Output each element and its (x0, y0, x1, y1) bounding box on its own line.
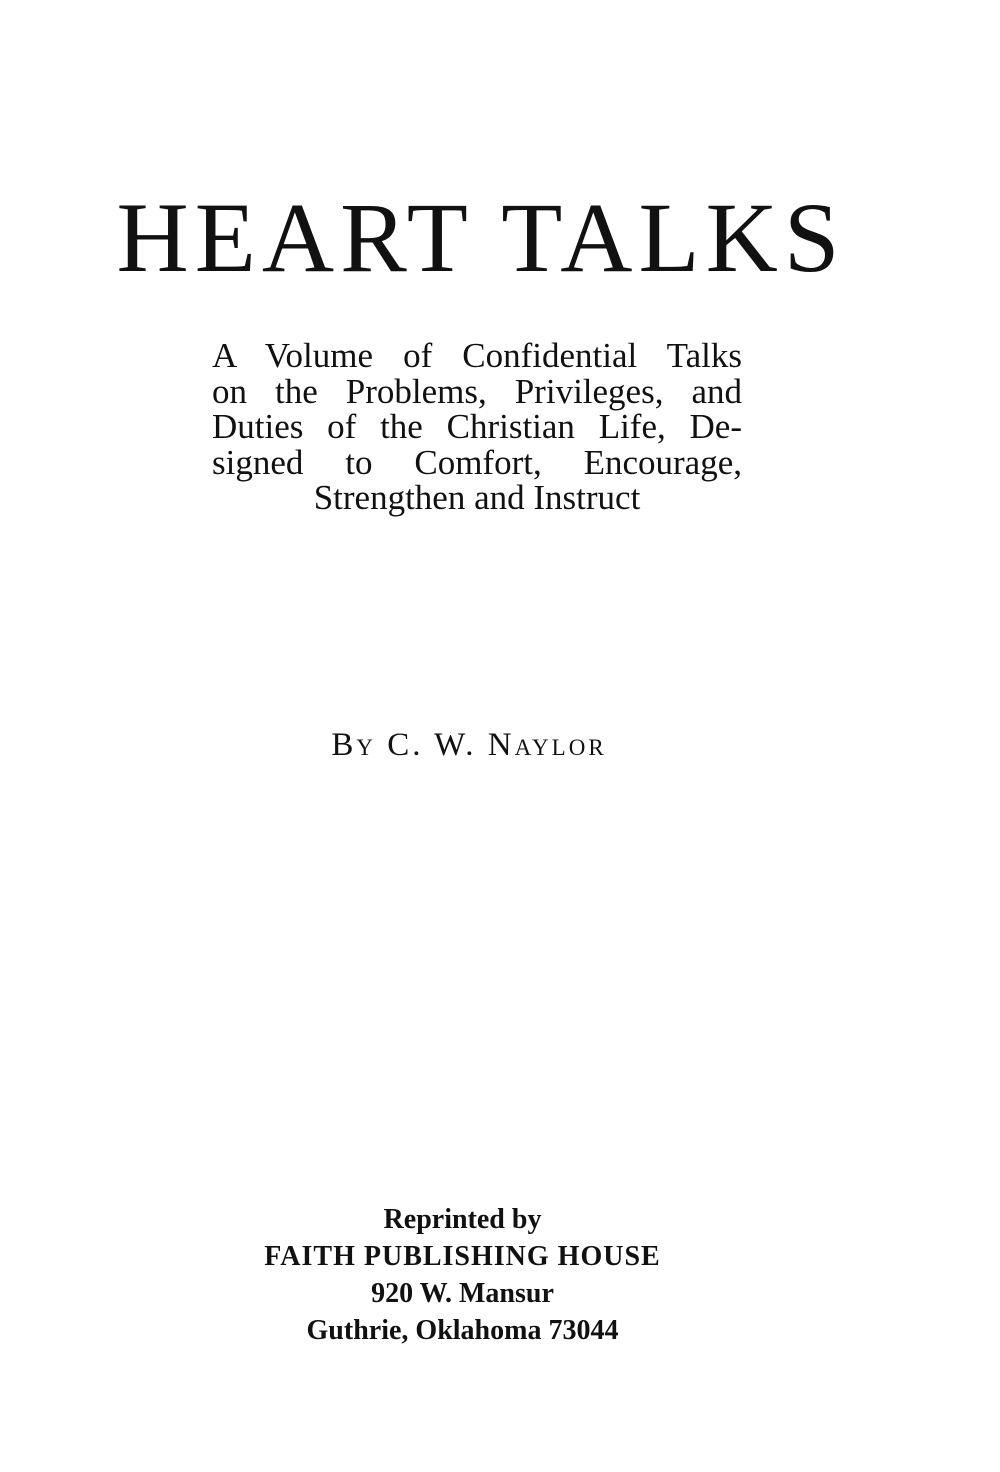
book-subtitle (212, 338, 742, 516)
subtitle-line: Strengthen and Instruct (313, 478, 641, 517)
publisher-imprint (0, 1201, 925, 1349)
subtitle-line: Duties of the Christian Life, De- (212, 407, 742, 446)
publisher-city: Guthrie, Oklahoma 73044 (306, 1315, 619, 1346)
subtitle-line: on the Problems, Privileges, and (212, 371, 742, 411)
subtitle-line: signed to Comfort, Encourage, (212, 442, 742, 482)
author-byline: By C. W. Naylor (331, 727, 607, 763)
publisher-street: 920 W. Mansur (371, 1278, 554, 1309)
subtitle-line: A Volume of Confidential Talks (212, 336, 742, 375)
reprinted-by-label: Reprinted by (383, 1204, 542, 1235)
book-title: HEART TALKS (116, 182, 846, 293)
publisher-name: FAITH PUBLISHING HOUSE (264, 1241, 661, 1272)
